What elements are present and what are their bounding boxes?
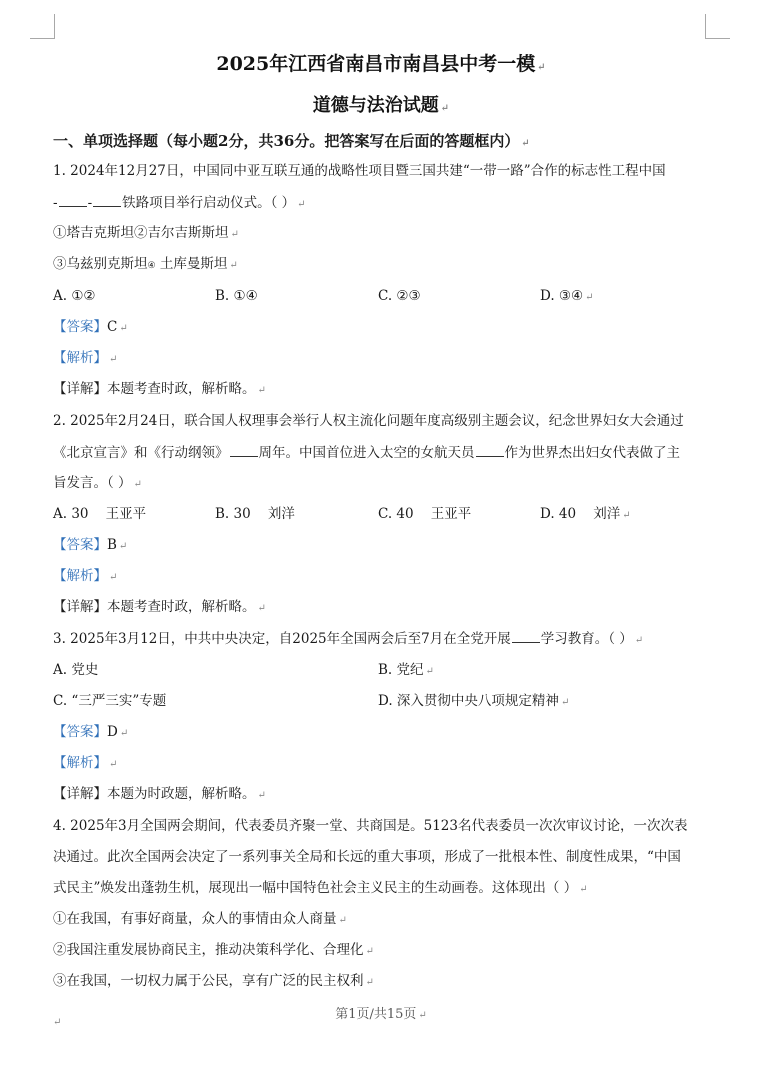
answer-blank [476, 442, 504, 457]
q2-detail: 【详解】本题考查时政，解析略。 ↵ [53, 599, 266, 615]
q3-analysis: 【解析】 ↵ [53, 755, 118, 771]
q2-stem-line2: 《北京宣言》和《行动纲领》 周年。中国首位进入太空的女航天员 作为世界杰出妇女代表做了主 [53, 442, 680, 463]
q1-item-1: ①塔吉克斯坦②吉尔吉斯斯坦 ↵ [53, 225, 239, 241]
paragraph-mark: ↵ [53, 1017, 62, 1028]
page-corner-mark-top-right [705, 14, 730, 39]
answer-blank [93, 192, 121, 207]
q3-option-d: D. 深入贯彻中央八项规定精神 ↵ [378, 693, 570, 709]
answer-blank [230, 442, 258, 457]
q2-stem-line3: 旨发言。（ ） ↵ [53, 475, 142, 491]
q4-item-2: ②我国注重发展协商民主，推动决策科学化、合理化 ↵ [53, 942, 374, 958]
q3-stem: 3. 2025年3月12日，中共中央决定，自2025年全国两会后至7月在全党开展 学习教育。（ ） ↵ [53, 628, 643, 651]
q3-detail: 【详解】本题为时政题，解析略。 ↵ [53, 786, 266, 802]
q3-option-c: C. “三严三实”专题 [53, 693, 167, 709]
answer-blank [59, 192, 87, 207]
q1-option-a: A. ①② [53, 288, 96, 304]
q2-option-c: C. 40 王亚平 [378, 506, 472, 522]
q1-analysis: 【解析】 ↵ [53, 350, 118, 366]
q2-analysis: 【解析】 ↵ [53, 568, 118, 584]
q2-option-a: A. 30 王亚平 [53, 506, 147, 522]
page-footer: 第1页/共15页 ↵ [335, 1007, 427, 1022]
q3-option-a: A. 党史 [53, 662, 99, 678]
answer-blank [512, 628, 540, 643]
page-corner-mark-top-left [30, 14, 55, 39]
q2-option-d: D. 40 刘洋 ↵ [540, 506, 631, 522]
q4-item-3: ③在我国，一切权力属于公民，享有广泛的民主权利 ↵ [53, 973, 374, 989]
q2-option-b: B. 30 刘洋 [215, 506, 295, 522]
section-heading: 一、单项选择题（每小题2分，共36分。把答案写在后面的答题框内） ↵ [53, 132, 530, 150]
q3-answer: 【答案】D ↵ [53, 724, 129, 740]
q1-item-2: ③乌兹别克斯坦④ 土库曼斯坦 ↵ [53, 256, 238, 272]
q1-option-d: D. ③④ ↵ [540, 288, 594, 304]
exam-subtitle: 道德与法治试题 ↵ [312, 95, 450, 116]
q4-stem-line1: 4. 2025年3月全国两会期间，代表委员齐聚一堂、共商国是。5123名代表委员一次次审议讨论，一次次表 [53, 818, 688, 834]
q2-stem-line1: 2. 2025年2月24日，联合国人权理事会举行人权主流化问题年度高级别主题会议，纪念世界妇女大会通过 [53, 413, 684, 429]
q2-answer: 【答案】B ↵ [53, 537, 128, 553]
exam-title: 2025年江西省南昌市南昌县中考一模 ↵ [216, 53, 546, 75]
q4-stem-line3: 式民主”焕发出蓬勃生机，展现出一幅中国特色社会主义民主的生动画卷。这体现出（ ） ↵ [53, 880, 588, 896]
q1-stem-line1: 1. 2024年12月27日，中国同中亚互联互通的战略性项目暨三国共建“一带一路”合作的标志性工程中国 [53, 163, 666, 179]
q1-option-c: C. ②③ [378, 288, 421, 304]
q1-stem-line2: - - 铁路项目举行启动仪式。（ ） ↵ [53, 192, 306, 215]
q1-detail: 【详解】本题考查时政，解析略。 ↵ [53, 381, 266, 397]
q3-option-b: B. 党纪 ↵ [378, 662, 434, 678]
q4-item-1: ①在我国，有事好商量，众人的事情由众人商量 ↵ [53, 911, 347, 927]
q1-option-b: B. ①④ [215, 288, 258, 304]
q1-answer: 【答案】C ↵ [53, 319, 128, 335]
q4-stem-line2: 决通过。此次全国两会决定了一系列事关全局和长远的重大事项，形成了一批根本性、制度性成果，“中国 [53, 849, 681, 865]
